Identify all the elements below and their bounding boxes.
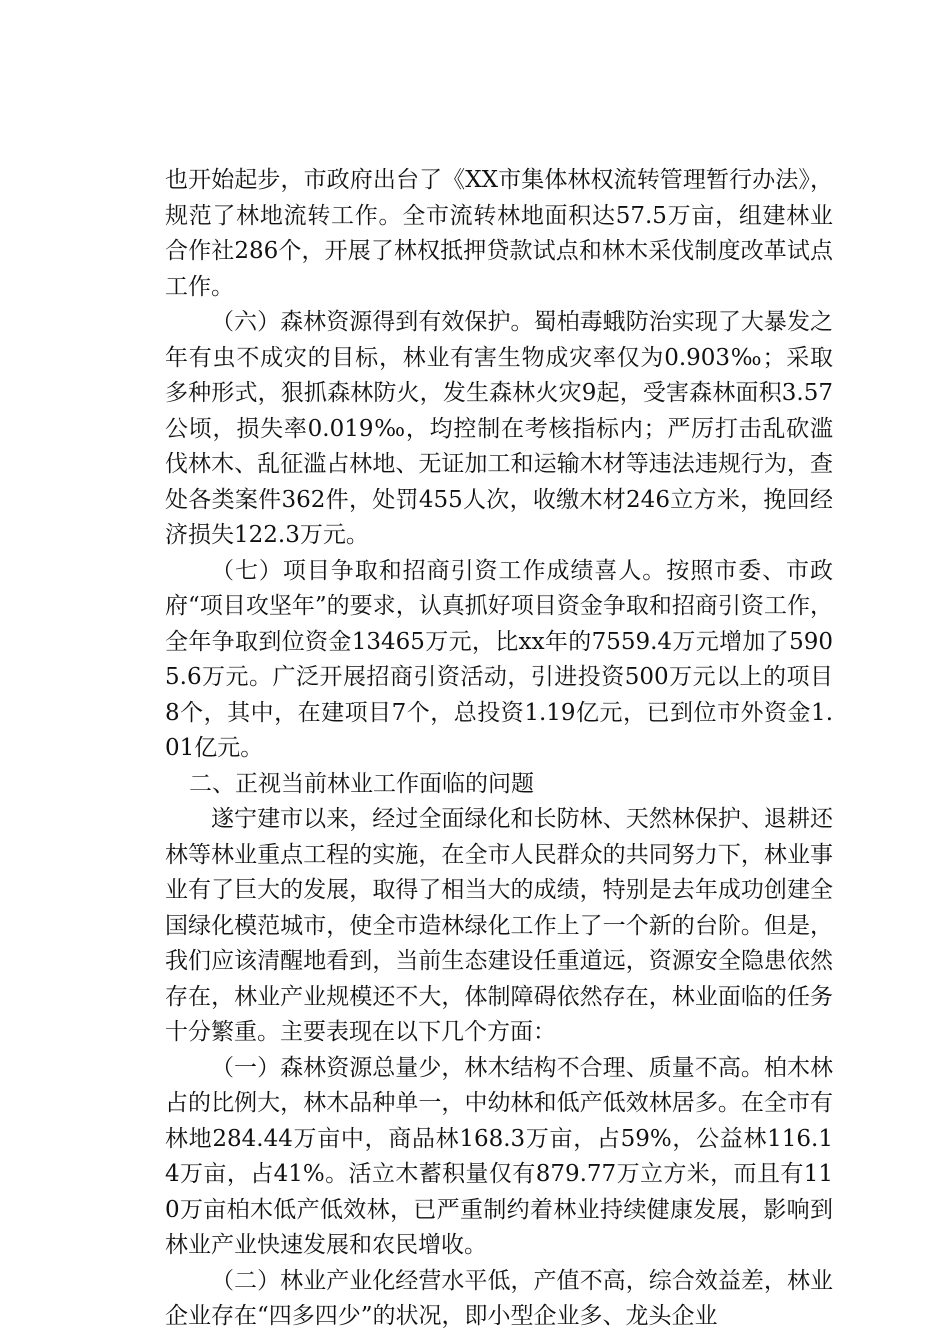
paragraph-industry-level: （二）林业产业化经营水平低，产值不高，综合效益差，林业企业存在“四多四少”的状况，即小型企业多、龙头企业 bbox=[165, 1267, 833, 1329]
paragraph-forest-protection: （六）森林资源得到有效保护。蜀柏毒蛾防治实现了大暴发之年有虫不成灾的目标，林业有害生物成灾率仅为0.903‰；采取多种形式，狠抓森林防火，发生森林火灾9起，受害森林面积3.57公顷，损失率0.019‰，均控制在考核指标内；严厉打击乱砍滥伐林木、乱征滥占林地、无证加工和运输木材等违法违规行为，查处各类案件362件，处罚455人次，收缴木材246立方米，挽回经济损失122.3万元。 bbox=[165, 309, 833, 548]
paragraph-overview: 遂宁建市以来，经过全面绿化和长防林、天然林保护、退耕还林等林业重点工程的实施，在全市人民群众的共同努力下，林业事业有了巨大的发展，取得了相当大的成绩，特别是去年成功创建全国绿化模范城市，使全市造林绿化工作上了一个新的台阶。但是，我们应该清醒地看到，当前生态建设任重道远，资源安全隐患依然存在，林业产业规模还不大，体制障碍依然存在，林业面临的任务十分繁重。主要表现在以下几个方面： bbox=[165, 806, 833, 1045]
document-body bbox=[165, 163, 833, 1335]
paragraph-continuation: 也开始起步，市政府出台了《XX市集体林权流转管理暂行办法》，规范了林地流转工作。全市流转林地面积达57.5万亩，组建林业合作社286个，开展了林权抵押贷款试点和林木采伐制度改革试点工作。 bbox=[165, 167, 833, 300]
section-heading-problems: 二、正视当前林业工作面临的问题 bbox=[189, 770, 534, 797]
paragraph-resource-structure: （一）森林资源总量少，林木结构不合理、质量不高。柏木林占的比例大，林木品种单一，中幼林和低产低效林居多。在全市有林地284.44万亩中，商品林168.3万亩，占59%，公益林116.14万亩，占41%。活立木蓄积量仅有879.77万立方米，而且有110万亩柏木低产低效林，已严重制约着林业持续健康发展，影响到林业产业快速发展和农民增收。 bbox=[165, 1054, 833, 1258]
paragraph-project-investment: （七）项目争取和招商引资工作成绩喜人。按照市委、市政府“项目攻坚年”的要求，认真抓好项目资金争取和招商引资工作，全年争取到位资金13465万元，比xx年的7559.4万元增加了5905.6万元。广泛开展招商引资活动，引进投资500万元以上的项目8个，其中，在建项目7个，总投资1.19亿元，已到位市外资金1.01亿元。 bbox=[165, 557, 833, 761]
